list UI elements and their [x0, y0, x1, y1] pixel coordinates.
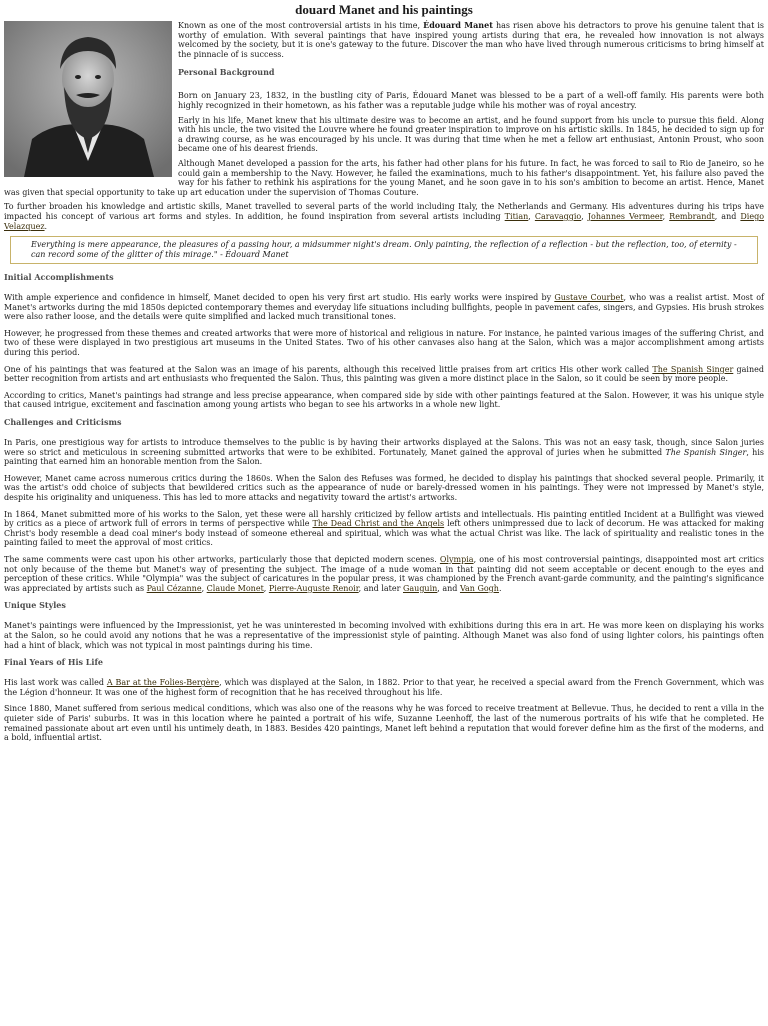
final-years-of-his-life-paragraph-1: His last work was called A Bar at the Folies-Bergère, which was displayed at the Salon, in 1882. Prior to that year, he received a special award from the French Government, which was the Légion d'honneur. It was one of the highest form of recognition that he has received throughout his life.	[4, 678, 765, 697]
link-olympia[interactable]: Olympia	[439, 554, 474, 564]
link-diego-velazquez[interactable]: Diego Velazquez	[4, 211, 765, 231]
link-rembrandt[interactable]: Rembrandt	[669, 211, 715, 221]
section-heading-unique-styles: Unique Styles	[4, 600, 66, 611]
link-johannes-vermeer[interactable]: Johannes Vermeer	[587, 211, 663, 221]
final-years-of-his-life-paragraph-2: Since 1880, Manet suffered from serious medical conditions, which was also one of the reasons why he was forced to receive treatment at Bellevue. Thus, he decided to rent a villa in the quieter side of Paris' suburbs. It was in this location where he painted a portrait of his wife, Suzanne Leenhoff, the last of the numerous portraits of his wife that he completed. He remained passionate about art even until his untimely death, in 1883. Besides 420 paintings, Manet left behind a reputation that would forever define him as the first of the moderns, and a bold, influential artist.	[4, 704, 764, 743]
challenges-and-criticisms-paragraph-1: In Paris, one prestigious way for artists to introduce themselves to the public is by having their artworks displayed at the Salons. This was not an easy task, though, since Salon juries were so strict and meticulous in screening submitted artworks that were to be exhibited. Fortunately, Manet gained the approval of juries when he submitted The Spanish Singer, his painting that earned him an honorable mention from the Salon.	[4, 438, 764, 467]
bold-text: Édouard Manet	[423, 20, 493, 30]
link-titian[interactable]: Titian	[504, 211, 529, 221]
unique-styles-paragraph-1: Manet's paintings were influenced by the Impressionist, yet he was uninterested in becoming involved with exhibitions during this era in art. He was more keen on displaying his works at the Salon, so he could avoid any notions that he was a representative of the impressionist style of painting. Although Manet was also fond of using lighter colors, his paintings often had a hint of black, which was not typical in most paintings during his time.	[4, 621, 764, 650]
background-paragraph-2: Early in his life, Manet knew that his ultimate desire was to become an artist, and he found support from his uncle to pursue this field. Along with his uncle, the two visited the Louvre where he found greater inspiration to improve on his artistic skills. In 1845, he decided to sign up for a drawing course, as he was encouraged by his uncle. It was during that time when he met a fellow art enthusiast, Antonin Proust, who soon became one of his dearest friends.	[178, 115, 764, 154]
article	[0, 2, 768, 743]
link-paul-c-zanne[interactable]: Paul Cézanne	[146, 583, 202, 593]
background-paragraph-3: Although Manet developed a passion for the arts, his father had other plans for his future. In fact, he was forced to sail to Rio de Janeiro, so he could gain a membership to the Navy. However, he failed the examinations, much to his father's disappointment. Yet, his failure also paved the way for his father to rethink his aspirations for the young Manet, and he soon gave in to his son's ambition to become an artist. Hence, Manet was given that special opportunity to take up art education under the supervision of Thomas Couture.	[4, 158, 764, 197]
intro-section	[4, 21, 764, 231]
section-heading-initial-accomplishments: Initial Accomplishments	[4, 272, 114, 283]
initial-accomplishments-paragraph-3: One of his paintings that was featured at the Salon was an image of his parents, although this received little praises from art critics His other work called The Spanish Singer gained better recognition from artists and art enthusiasts who frequented the Salon. Thus, this painting was given a more distinct place in the Salon, so it could be seen by more people.	[4, 364, 764, 384]
background-paragraph-1: Born on January 23, 1832, in the bustling city of Paris, Édouard Manet was blessed to be a part of a well-off family. His parents were both highly recognized in their hometown, as his father was a reputable judge while his mother was of royal ancestry.	[178, 91, 764, 110]
italic-title: The Spanish Singer	[665, 447, 747, 457]
manet-quote: Everything is mere appearance, the pleasures of a passing hour, a midsummer night's dream. Only painting, the reflection of a reflection - but the reflection, too, of eternity - can record some of the glitter of this mirage." - Édouard Manet	[10, 236, 758, 264]
challenges-and-criticisms-paragraph-2: However, Manet came across numerous critics during the 1860s. When the Salon des Refuses was formed, he decided to display his paintings that shocked several people. Primarily, it was the artist's odd choice of subjects that bewildered critics such as the appearance of nude or barely-dressed women in his paintings. They were not impressed by Manet's style, despite his originality and uniqueness. This has led to more attacks and negativity toward the artist's artworks.	[4, 473, 764, 502]
challenges-and-criticisms-paragraph-3: In 1864, Manet submitted more of his works to the Salon, yet these were all harshly criticized by fellow artists and intellectuals. His painting entitled Incident at a Bullfight was viewed by critics as a piece of artwork full of errors in terms of perspective while The Dead Christ and the Angels left others unimpressed due to lack of decorum. He was attacked for making Christ's body resemble a dead coal miner's body instead of someone ethereal and spiritual, which was what the actual Christ was like. The lack of spirituality and realistic tones in the painting failed to meet the approval of most critics.	[4, 509, 765, 548]
article-sections	[4, 272, 764, 743]
background-paragraph-4: To further broaden his knowledge and artistic skills, Manet travelled to several parts of the world including Italy, the Netherlands and Germany. His adventures during his trips have impacted his concept of various art forms and styles. In addition, he found inspiration from several artists including Titian, Caravaggio, Johannes Vermeer, Rembrandt, and Diego Velazquez.	[4, 202, 765, 231]
link-a-bar-at-the-folies-berg-re[interactable]: A Bar at the Folies-Bergère	[106, 678, 220, 688]
section-heading-final-years-of-his-life: Final Years of His Life	[4, 657, 103, 668]
initial-accomplishments-paragraph-2: However, he progressed from these themes and created artworks that were more of historical and religious in nature. For instance, he painted various images of the suffering Christ, and two of these were displayed in two prestigious art museums in the United States. Two of his other canvases also hang at the Salon, which was a major accomplishment among artists during this period.	[4, 328, 764, 358]
intro-paragraph: Known as one of the most controversial artists in his time, Édouard Manet has risen above his detractors to prove his genuine talent that is worthy of emulation. With several paintings that have inspired young artists during that era, he revealed how innovation is not always welcomed by the society, but it is one's gateway to the future. Discover the man who have lived through numerous criticisms to bring himself at the pinnacle of is success.	[178, 20, 765, 59]
manet-portrait-image	[4, 21, 172, 177]
link-the-spanish-singer[interactable]: The Spanish Singer	[652, 364, 734, 374]
initial-accomplishments-paragraph-4: According to critics, Manet's paintings had strange and less precise appearance, when compared side by side with other paintings featured at the Salon. However, it was his unique style that caused intrigue, excitement and fascination among young artists who began to see his artworks in a whole new light.	[4, 390, 764, 410]
initial-accomplishments-paragraph-1: With ample experience and confidence in himself, Manet decided to open his very first art studio. His early works were inspired by Gustave Courbet, who was a realist artist. Most of Manet's artworks during the mid 1850s depicted contemporary themes and everyday life situations including bullfights, people in pavement cafes, singers, and Gypsies. His brush strokes were also rather loose, and the details were quite simplified and lacked much transitional tones.	[4, 293, 764, 322]
section-heading-challenges-and-criticisms: Challenges and Criticisms	[4, 417, 122, 428]
link-gauguin[interactable]: Gauguin	[403, 583, 438, 593]
challenges-and-criticisms-paragraph-4: The same comments were cast upon his other artworks, particularly those that depicted modern scenes. Olympia, one of his most controversial paintings, disappointed most art critics not only because of the theme but Manet's way of presenting the subject. The image of a nude woman in that painting did not seem acceptable or decent enough to the eyes and perception of these critics. While "Olympia" was the subject of caricatures in the popular press, it was championed by the French avant-garde community, and the painting's significance was appreciated by artists such as Paul Cézanne, Claude Monet, Pierre-Auguste Renoir, and later Gauguin, and Van Gogh.	[4, 554, 764, 593]
link-pierre-auguste-renoir[interactable]: Pierre-Auguste Renoir	[268, 583, 359, 593]
link-van-gogh[interactable]: Van Gogh	[459, 583, 499, 593]
link-gustave-courbet[interactable]: Gustave Courbet	[554, 293, 624, 303]
link-the-dead-christ-and-the-angels[interactable]: The Dead Christ and the Angels	[312, 519, 445, 529]
section-heading-personal-background: Personal Background	[178, 67, 275, 78]
link-caravaggio[interactable]: Caravaggio	[534, 211, 582, 221]
page-title: douard Manet and his paintings	[295, 2, 473, 17]
link-claude-monet[interactable]: Claude Monet	[206, 583, 264, 593]
